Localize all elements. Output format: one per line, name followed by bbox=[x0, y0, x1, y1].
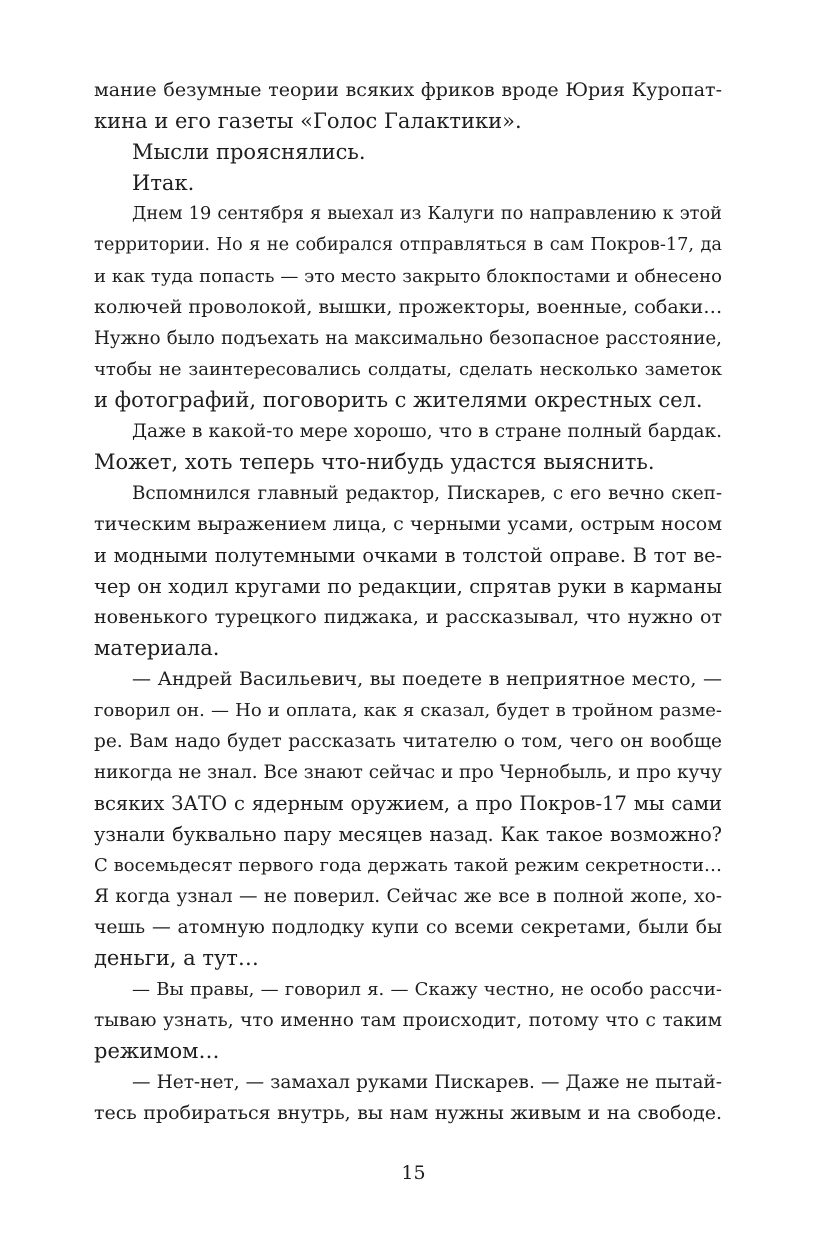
text-line: территории. Но я не собирался отправляться в сам Покров-17, да bbox=[94, 235, 722, 255]
text-line: колючей проволокой, вышки, прожекторы, военные, собаки… bbox=[94, 296, 723, 318]
text-line: Я когда узнал — не поверил. Сейчас же все в полной жопе, хо- bbox=[94, 886, 722, 907]
text-line: говорил он. — Но и оплата, как я сказал, будет в тройном разме- bbox=[94, 700, 722, 721]
text-line: чешь — атомную подлодку купи со всеми секретами, были бы bbox=[94, 917, 722, 938]
body-text bbox=[94, 75, 722, 1129]
text-line: — Вы правы, — говорил я. — Скажу честно, не особо рассчи- bbox=[132, 979, 722, 1000]
text-line: — Андрей Васильевич, вы поедете в неприятное место, — bbox=[132, 668, 722, 690]
text-line: деньги, а тут… bbox=[94, 946, 259, 970]
text-line: новенького турецкого пиджака, и рассказывал, что нужно от bbox=[94, 606, 722, 628]
text-line: тическим выражением лица, с черными усами, острым носом bbox=[94, 513, 722, 535]
text-line: Днем 19 сентября я выехал из Калуги по направлению к этой bbox=[132, 204, 722, 224]
text-line: Нужно было подъехать на максимально безопасное расстояние, bbox=[94, 328, 722, 349]
text-line: никогда не знал. Все знают сейчас и про Чернобыль, и про кучу bbox=[94, 762, 722, 783]
text-line: и как туда попасть — это место закрыто блокпостами и обнесено bbox=[94, 266, 722, 287]
text-line: и модными полутемными очками в толстой оправе. В тот ве- bbox=[94, 544, 722, 567]
text-line: Вспомнился главный редактор, Пискарев, с его вечно скеп- bbox=[132, 483, 722, 504]
text-line: узнали буквально пару месяцев назад. Как такое возможно? bbox=[94, 823, 722, 846]
text-line: Может, хоть теперь что-нибудь удастся выяснить. bbox=[94, 450, 655, 474]
text-line: тываю узнать, что именно там происходит, потому что с таким bbox=[94, 1010, 722, 1031]
text-line: мание безумные теории всяких фриков вроде Юрия Куропат- bbox=[94, 79, 722, 101]
page-number: 15 bbox=[401, 1162, 426, 1184]
text-line: материала. bbox=[94, 636, 220, 660]
text-line: чтобы не заинтересовались солдаты, сделать несколько заметок bbox=[94, 359, 722, 380]
text-line: Даже в какой-то мере хорошо, что в стране полный бардак. bbox=[132, 421, 722, 442]
text-line: С восемьдесят первого года держать такой режим секретности… bbox=[94, 855, 722, 876]
text-line: тесь пробираться внутрь, вы нам нужны живым и на свободе. bbox=[94, 1102, 722, 1124]
text-line: всяких ЗАТО с ядерным оружием, а про Покров-17 мы сами bbox=[94, 792, 722, 815]
text-line: Мысли прояснялись. bbox=[132, 140, 366, 164]
text-line: ре. Вам надо будет рассказать читателю о том, чего он вообще bbox=[94, 731, 722, 752]
text-line: кина и его газеты «Голос Галактики». bbox=[94, 109, 522, 133]
text-line: — Нет-нет, — замахал руками Пискарев. — Даже не пытай- bbox=[132, 1072, 722, 1093]
text-line: Итак. bbox=[132, 171, 195, 195]
text-line: и фотографий, поговорить с жителями окрестных сел. bbox=[94, 388, 703, 412]
text-line: режимом… bbox=[94, 1039, 220, 1063]
text-line: чер он ходил кругами по редакции, спрятав руки в карманы bbox=[94, 575, 722, 598]
